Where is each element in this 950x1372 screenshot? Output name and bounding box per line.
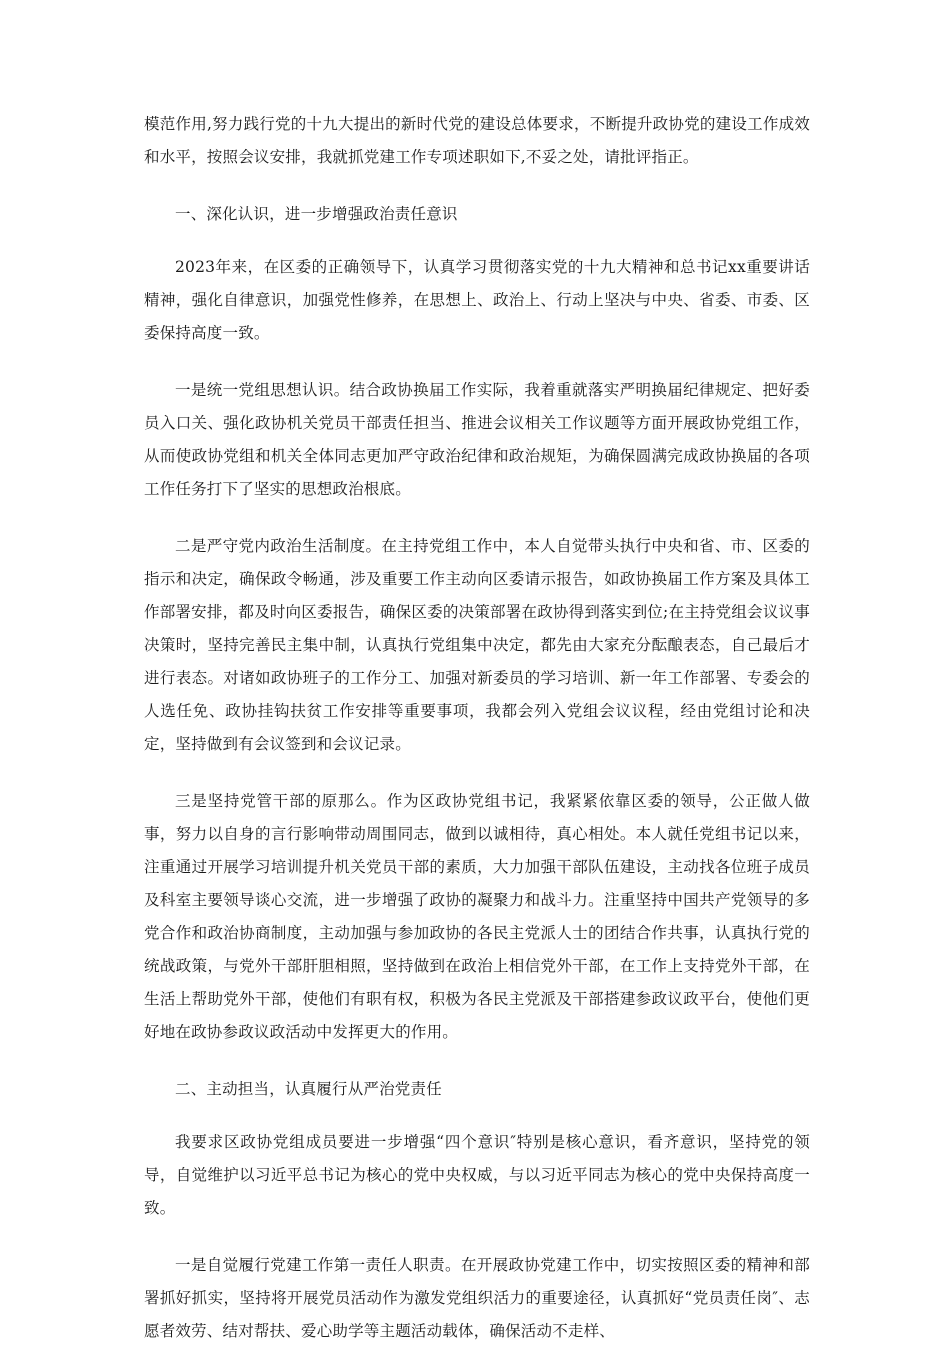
paragraph: 一是自觉履行党建工作第一责任人职责。在开展政协党建工作中，切实按照区委的精神和部署抓好抓实，坚持将开展党员活动作为激发党组织活力的重要途径，认真抓好“党员责任岗″、志愿者效劳、结对帮扶、爱心助学等主题活动载体，确保活动不走样、 <box>144 1256 810 1340</box>
section-heading-1: 一、深化认识，进一步增强政治责任意识 <box>175 205 458 223</box>
paragraph: 我要求区政协党组成员要进一步增强“四个意识″特别是核心意识，看齐意识，坚持党的领导，自觉维护以习近平总书记为核心的党中央权威，与以习近平同志为核心的党中央保持高度一致。 <box>144 1133 810 1217</box>
section-heading-2: 二、主动担当，认真履行从严治党责任 <box>175 1080 442 1098</box>
paragraph: 2023年来，在区委的正确领导下，认真学习贯彻落实党的十九大精神和总书记xx重要讲话精神，强化自律意识，加强党性修养，在思想上、政治上、行动上坚决与中央、省委、市委、区委保持高度一致。 <box>144 258 810 342</box>
paragraph-continuation: 模范作用,努力践行党的十九大提出的新时代党的建设总体要求，不断提升政协党的建设工作成效和水平，按照会议安排，我就抓党建工作专项述职如下,不妥之处，请批评指正。 <box>144 115 810 166</box>
paragraph: 二是严守党内政治生活制度。在主持党组工作中，本人自觉带头执行中央和省、市、区委的指示和决定，确保政令畅通，涉及重要工作主动向区委请示报告，如政协换届工作方案及具体工作部署安排，都及时向区委报告，确保区委的决策部署在政协得到落实到位;在主持党组会议议事决策时，坚持完善民主集中制，认真执行党组集中决定，都先由大家充分酝酿表态，自己最后才进行表态。对诸如政协班子的工作分工、加强对新委员的学习培训、新一年工作部署、专委会的人选任免、政协挂钩扶贫工作安排等重要事项，我都会列入党组会议议程，经由党组讨论和决定，坚持做到有会议签到和会议记录。 <box>144 537 810 753</box>
document-page <box>144 108 810 1372</box>
paragraph: 三是坚持党管干部的原那么。作为区政协党组书记，我紧紧依靠区委的领导，公正做人做事，努力以自身的言行影响带动周围同志，做到以诚相待，真心相处。本人就任党组书记以来，注重通过开展学习培训提升机关党员干部的素质，大力加强干部队伍建设，主动找各位班子成员及科室主要领导谈心交流，进一步增强了政协的凝聚力和战斗力。注重坚持中国共产党领导的多党合作和政治协商制度，主动加强与参加政协的各民主党派人士的团结合作共事，认真执行党的统战政策，与党外干部肝胆相照，坚持做到在政治上相信党外干部，在工作上支持党外干部，在生活上帮助党外干部，使他们有职有权，积极为各民主党派及干部搭建参政议政平台，使他们更好地在政协参政议政活动中发挥更大的作用。 <box>144 792 810 1041</box>
paragraph: 一是统一党组思想认识。结合政协换届工作实际，我着重就落实严明换届纪律规定、把好委员入口关、强化政协机关党员干部责任担当、推进会议相关工作议题等方面开展政协党组工作，从而使政协党组和机关全体同志更加严守政治纪律和政治规矩，为确保圆满完成政协换届的各项工作任务打下了坚实的思想政治根底。 <box>144 381 810 498</box>
